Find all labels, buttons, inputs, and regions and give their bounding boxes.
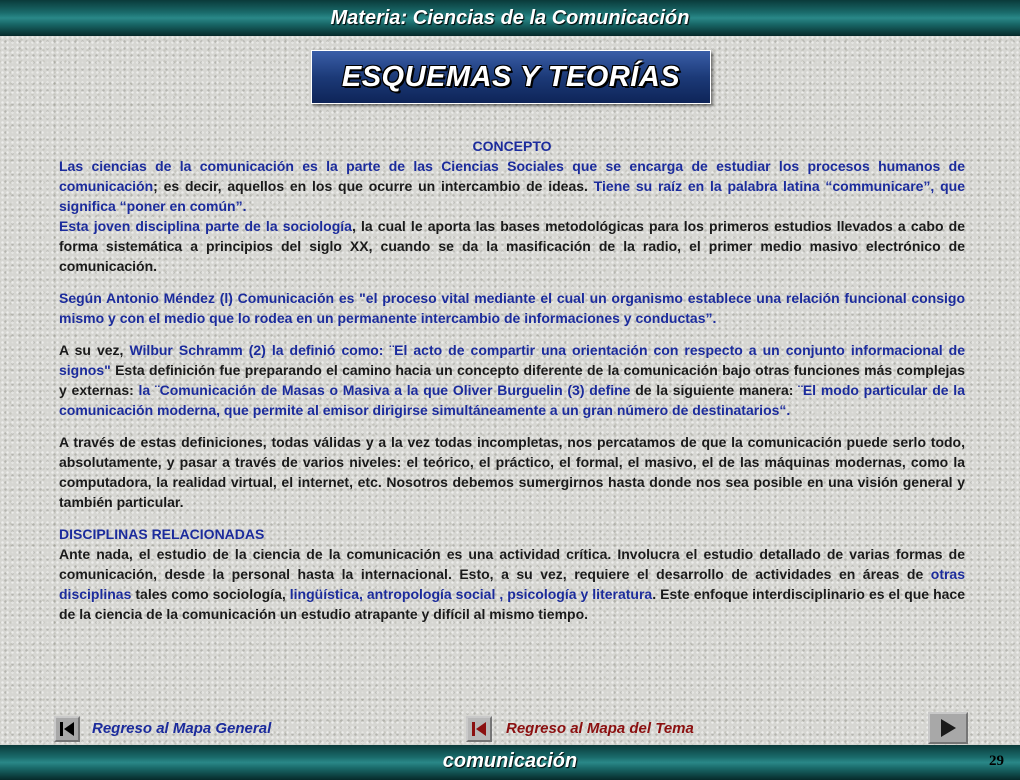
- footer-bar: [0, 745, 1020, 780]
- back-to-topic-map-link[interactable]: Regreso al Mapa del Tema: [506, 720, 694, 737]
- footer-title: comunicación: [442, 750, 578, 772]
- p6-text-a: Ante nada, el estudio de la ciencia de la comunicación es una actividad crítica. Involucra el estudio detallado de varias formas de comunicación, desde la personal hasta la internacional. Esto, a su vez, requiere el desarrollo de actividades en áreas de: [59, 546, 965, 582]
- header-title: Materia: Ciencias de la Comunicación: [330, 6, 690, 29]
- page-number: 29: [989, 753, 1004, 769]
- skip-back-icon: [470, 720, 488, 738]
- p4-highlight-f: ¨El modo particular de la comunicación moderna, que permite al emisor dirigirse simultáneamente a un gran número de destinatarios“.: [59, 382, 965, 418]
- paragraph-4: [59, 340, 965, 420]
- p2-text-b: , la cual le aporta las bases metodológicas para los primeros estudios llevados a cabo de forma sistemática a principios del siglo XX, cuando se da la masificación de la radio, el primer medio masivo electrónico de comunicación.: [59, 218, 965, 274]
- paragraph-6: [59, 544, 965, 624]
- paragraph-3: Según Antonio Méndez (l) Comunicación es "el proceso vital mediante el cual un organismo establece una relación funcional consigo mismo y con el medio que lo rodea en un permanente intercambio de informaciones y conductas”.: [59, 290, 965, 326]
- p4-text-e: de la siguiente manera:: [630, 382, 799, 398]
- p4-highlight-b: Wilbur Schramm (2) la definió como: ¨El acto de compartir una orientación con respecto a un conjunto informacional de signos": [59, 342, 965, 378]
- p6-highlight-b: otras disciplinas: [59, 566, 965, 602]
- p4-text-c: Esta definición fue preparando el camino hacia un concepto diferente de la comunicación bajo otras funciones más complejas y externas:: [59, 362, 965, 398]
- next-page-button[interactable]: [928, 712, 968, 744]
- p6-highlight-d: lingüística, antropología social , psicología y literatura: [289, 586, 653, 602]
- slide-title-box: [311, 50, 711, 104]
- paragraph-5: A través de estas definiciones, todas válidas y a la vez todas incompletas, nos percatamos de que la comunicación puede serlo todo, absolutamente, y pasar a través de varios niveles: el teórico, el práctico, el formal, el masivo, el de las máquinas modernas, como la computadora, la realidad virtual, el internet, etc. Nosotros debemos sumergirnos hasta donde nos sea posible en una visión general y también particular.: [59, 434, 965, 510]
- paragraph-2: [59, 216, 965, 276]
- back-to-general-map-button[interactable]: [54, 716, 80, 742]
- section-heading-disciplinas: DISCIPLINAS RELACIONADAS: [59, 526, 265, 542]
- p6-text-c: tales como sociología,: [131, 586, 290, 602]
- p4-text-a: A su vez,: [59, 342, 130, 358]
- back-to-general-map-link[interactable]: Regreso al Mapa General: [92, 720, 272, 737]
- slide-title: ESQUEMAS Y TEORÍAS: [341, 60, 681, 93]
- paragraph-1: [59, 156, 965, 216]
- play-forward-icon: [937, 717, 959, 739]
- p1-highlight-c: Tiene su raíz en la palabra latina “communicare”, que significa “poner en común”.: [59, 178, 965, 214]
- p1-text-b: ; es decir, aquellos en los que ocurre un intercambio de ideas.: [153, 178, 594, 194]
- back-to-topic-map-button[interactable]: [466, 716, 492, 742]
- section-heading-concepto: CONCEPTO: [472, 138, 552, 154]
- p1-highlight-a: Las ciencias de la comunicación es la parte de las Ciencias Sociales que se encarga de estudiar los procesos humanos de comunicación: [59, 158, 965, 194]
- skip-back-icon: [58, 720, 76, 738]
- p2-highlight-a: Esta joven disciplina parte de la sociología: [59, 218, 352, 234]
- header-bar: [0, 0, 1020, 36]
- p6-text-e: . Este enfoque interdisciplinario es el que hace de la ciencia de la comunicación un estudio atrapante y difícil al mismo tiempo.: [59, 586, 966, 622]
- main-content: [59, 136, 965, 624]
- p4-highlight-d: la ¨Comunicación de Masas o Masiva a la que Oliver Burguelin (3) define: [138, 382, 631, 398]
